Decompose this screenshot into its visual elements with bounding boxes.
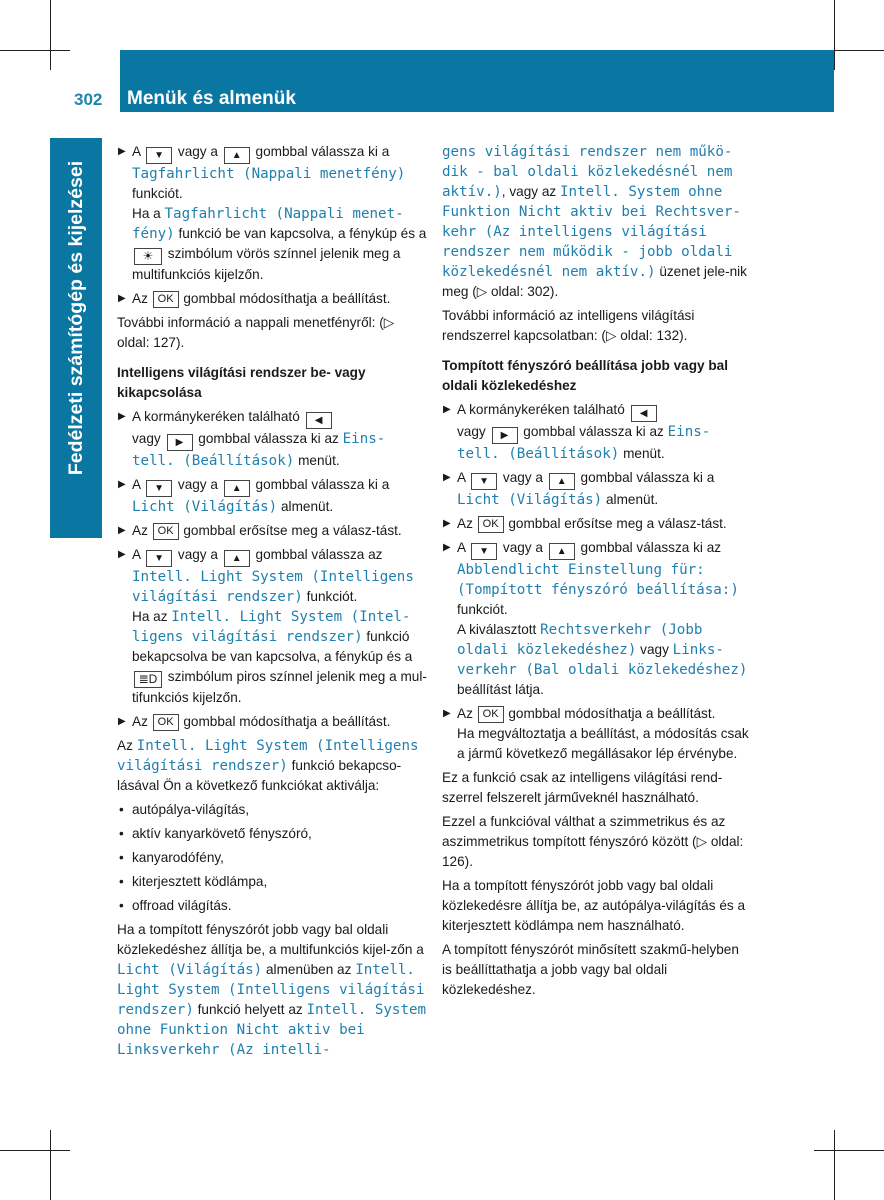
menu-item-text: Intell. Light System (Intel-ligens világítási rendszer) <box>132 609 411 645</box>
up-key: ▲ <box>224 147 250 164</box>
instruction-step: ▶ Az OK gombbal módosíthatja a beállítást. <box>117 712 427 732</box>
step-arrow-icon: ▶ <box>118 716 126 727</box>
right-key: ▶ <box>167 434 193 451</box>
menu-item-text: Licht (Világítás) <box>132 499 278 515</box>
crop-mark <box>50 0 51 70</box>
step-arrow-icon: ▶ <box>443 542 451 553</box>
instruction-step: ▶ A kormánykeréken található ◀ vagy ▶ gombbal válassza ki az Eins-tell. (Beállítások) menüt. <box>443 402 711 462</box>
instruction-step: ▶ A ▼ vagy a ▲ gombbal válassza ki a Tagfahrlicht (Nappali menetfény) funkciót. Ha a Tagfahrlicht (Nappali menet-fény) funkció be van kapcsolva, a fénykúp és a ☀ szimbólum vörös színnel jelenik meg a multifunkciós kijelzőn. <box>118 144 427 282</box>
step-arrow-icon: ▶ <box>118 146 126 157</box>
instruction-step: ▶ A ▼ vagy a ▲ gombbal válassza az Intell. Light System (Intelligens világítási rendszer) funkciót. Ha az Intell. Light System (Intel-ligens világítási rendszer) funkció bekapcsolva be van kapcsolva, a fénykúp és a ≣D szimbólum piros színnel jelenik meg a mul-tifunkciós kijelzőn. <box>118 547 427 705</box>
down-key: ▼ <box>146 480 172 497</box>
step-arrow-icon: ▶ <box>118 479 126 490</box>
menu-item-text: Intell. System ohne Funktion Nicht aktiv bei Linksverkehr (Az intelli- <box>117 1002 427 1058</box>
instruction-step: ▶ A ▼ vagy a ▲ gombbal válassza ki a Licht (Világítás) almenüt. <box>443 470 715 508</box>
step-arrow-icon: ▶ <box>118 411 126 422</box>
menu-item-text: Tagfahrlicht (Nappali menet-fény) <box>132 206 404 242</box>
list-item: • aktív kanyarkövető fényszóró, <box>119 826 312 841</box>
menu-item-text: Intell. Light System (Intelligens világítási rendszer) <box>132 569 414 605</box>
crop-mark <box>50 1130 51 1200</box>
step-arrow-icon: ▶ <box>118 525 126 536</box>
ok-key: OK <box>478 516 504 533</box>
paragraph: További információ a nappali menetfényről: (▷ oldal: 127). <box>117 315 395 350</box>
up-key: ▲ <box>549 473 575 490</box>
page-title: Menük és almenük <box>127 88 296 109</box>
ok-key: OK <box>153 523 179 540</box>
instruction-step: ▶ Az OK gombbal módosíthatja a beállítást. Ha megváltoztatja a beállítást, a módosítás csak a jármű következő megállásakor lép érvénybe. <box>443 706 749 761</box>
paragraph: Az Intell. Light System (Intelligens világítási rendszer) funkció bekapcso-lásával Ön a következő funkciókat aktiválja: <box>117 738 419 793</box>
crop-mark <box>834 1130 835 1200</box>
list-item: • kanyarodófény, <box>119 850 224 865</box>
up-key: ▲ <box>549 543 575 560</box>
ok-key: OK <box>478 706 504 723</box>
menu-item-text: Intell. Light System (Intelligens világítási rendszer) <box>117 962 425 1018</box>
menu-item-text: Eins-tell. (Beállítások) <box>132 431 386 469</box>
step-arrow-icon: ▶ <box>118 293 126 304</box>
step-arrow-icon: ▶ <box>443 518 451 529</box>
list-item: • autópálya-világítás, <box>119 802 250 817</box>
list-item: • offroad világítás. <box>119 898 232 913</box>
menu-item-text: Intell. System ohne Funktion Nicht aktiv bei Rechtsver-kehr (Az intelligens világítási rendszer nem működik - jobb oldali közlekedésnél nem aktív.) <box>442 184 741 280</box>
down-key: ▼ <box>471 543 497 560</box>
menu-item-text: Licht (Világítás) <box>117 962 263 978</box>
crop-mark <box>814 1150 884 1151</box>
paragraph: gens világítási rendszer nem műkö-dik - bal oldali közlekedésnél nem aktív.), vagy az Intell. System ohne Funktion Nicht aktiv bei Rechtsver-kehr (Az intelligens világítási rendszer nem működik - jobb oldali közlekedésnél nem aktív.) üzenet jele-nik meg (▷ oldal: 302). <box>442 144 747 299</box>
section-heading: Intelligens világítási rendszer be- vagy kikapcsolása <box>117 365 366 400</box>
menu-item-text: Tagfahrlicht (Nappali menetfény) <box>132 166 406 182</box>
menu-item-text: Intell. Light System (Intelligens világítási rendszer) <box>117 738 419 774</box>
ok-key: OK <box>153 714 179 731</box>
menu-item-text: Links-verkehr (Bal oldali közlekedéshez) <box>457 642 748 678</box>
up-key: ▲ <box>224 480 250 497</box>
paragraph: További információ az intelligens világítási rendszerrel kapcsolatban: (▷ oldal: 132). <box>442 308 695 343</box>
sun-icon: ☀ <box>134 248 162 265</box>
step-arrow-icon: ▶ <box>443 472 451 483</box>
section-heading: Tompított fényszóró beállítása jobb vagy bal oldali közlekedéshez <box>442 358 729 393</box>
instruction-step: ▶ A kormánykeréken található ◀ vagy ▶ gombbal válassza ki az Eins-tell. (Beállítások) menüt. <box>118 409 386 469</box>
paragraph: Ha a tompított fényszórót jobb vagy bal oldali közlekedéshez állítja be, a multifunkciós kijel-zőn a Licht (Világítás) almenüben az Intell. Light System (Intelligens világítási rendszer) funkció helyett az Intell. System ohne Funktion Nicht aktiv bei Linksverkehr (Az intelli- <box>117 922 427 1058</box>
down-key: ▼ <box>146 147 172 164</box>
menu-item-text: Eins-tell. (Beállítások) <box>457 424 711 462</box>
menu-item-text: Rechtsverkehr (Jobb oldali közlekedéshez) <box>457 622 703 658</box>
left-column <box>117 142 427 1064</box>
paragraph: A tompított fényszórót minősített szakmű-helyben is beállíttathatja a jobb vagy bal oldali közlekedéshez. <box>442 942 739 997</box>
left-key: ◀ <box>306 412 332 429</box>
crop-mark <box>834 0 835 70</box>
down-key: ▼ <box>471 473 497 490</box>
down-key: ▼ <box>146 550 172 567</box>
menu-item-text: Licht (Világítás) <box>457 492 603 508</box>
step-arrow-icon: ▶ <box>443 708 451 719</box>
up-key: ▲ <box>224 550 250 567</box>
right-key: ▶ <box>492 427 518 444</box>
crop-mark <box>0 1150 70 1151</box>
section-side-title: Fedélzeti számítógép és kijelzései <box>65 160 87 476</box>
instruction-step: ▶ A ▼ vagy a ▲ gombbal válassza ki az Abblendlicht Einstellung für: (Tompított fényszóró beállítása:) funkciót. A kiválasztott Rechtsverkehr (Jobb oldali közlekedéshez) vagy Links-verkehr (Bal oldali közlekedéshez) beállítást látja. <box>443 540 748 697</box>
step-arrow-icon: ▶ <box>118 549 126 560</box>
paragraph: Ez a funkció csak az intelligens világítási rend-szerrel felszerelt járműveknél használható. <box>442 770 723 805</box>
right-column <box>442 142 752 1004</box>
instruction-step: ▶ Az OK gombbal módosíthatja a beállítást. <box>117 289 427 309</box>
paragraph: Ezzel a funkcióval válthat a szimmetrikus és az aszimmetrikus tompított fényszóró között (▷ oldal: 126). <box>442 814 744 869</box>
page-number: 302 <box>60 86 120 114</box>
instruction-step: ▶ A ▼ vagy a ▲ gombbal válassza ki a Licht (Világítás) almenüt. <box>118 477 390 515</box>
menu-item-text: Abblendlicht Einstellung für: (Tompított fényszóró beállítása:) <box>457 562 739 598</box>
ok-key: OK <box>153 291 179 308</box>
left-key: ◀ <box>631 405 657 422</box>
instruction-step: ▶ Az OK gombbal erősítse meg a válasz-tást. <box>442 514 752 534</box>
instruction-step: ▶ Az OK gombbal erősítse meg a válasz-tást. <box>117 521 427 541</box>
list-item: • kiterjesztett ködlámpa, <box>119 874 268 889</box>
menu-item-text: gens világítási rendszer nem műkö-dik - bal oldali közlekedésnél nem aktív.) <box>442 144 733 200</box>
headlight-icon: ≣D <box>134 671 162 688</box>
paragraph: Ha a tompított fényszórót jobb vagy bal oldali közlekedésre állítja be, az autópálya-világítás és a kiterjesztett ködlámpa nem használható. <box>442 878 746 933</box>
crop-mark <box>0 50 70 51</box>
step-arrow-icon: ▶ <box>443 404 451 415</box>
